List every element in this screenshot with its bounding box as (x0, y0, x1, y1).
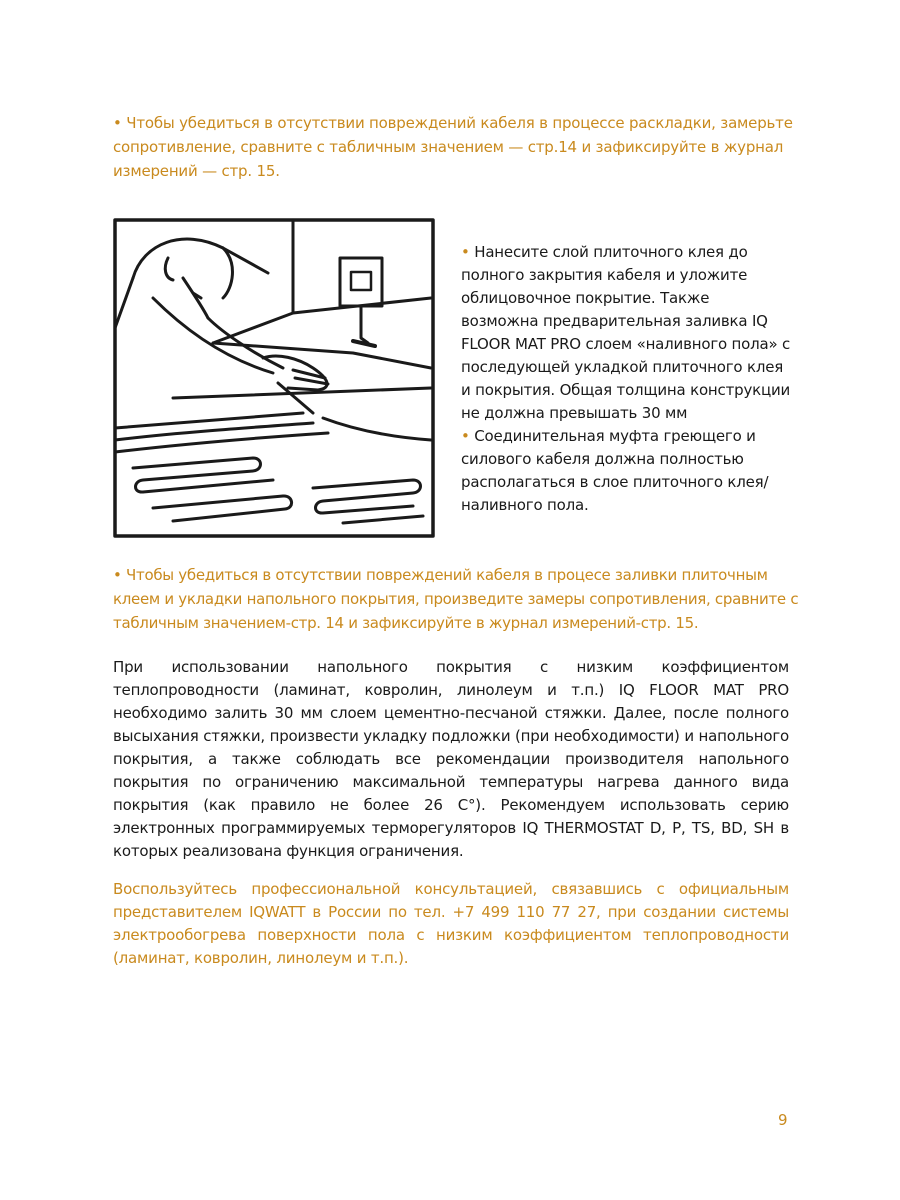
note-top (113, 111, 793, 183)
bullet: • (113, 566, 122, 584)
bullet: • (113, 114, 122, 132)
note-middle-text: Чтобы убедиться в отсутствии повреждений кабеля в процесе заливки плиточным клеем и укладки напольного покрытия, произведите замеры сопротивления, сравните с табличным значением-стр. 14 и зафиксируйте в журнал измерений-стр. 15. (113, 566, 799, 632)
contact-paragraph: Воспользуйтесь профессиональной консультацией, связавшись с официальным представителем IQWATT в России по тел. +7 499 110 77 27, при создании системы электрообогрева поверхности пола с низким коэффициентом теплопроводности (ламинат, ковролин, линолеум и т.п.). (113, 880, 789, 967)
bullet: • (461, 427, 470, 445)
side-note-1 (461, 241, 791, 425)
installation-illustration (113, 218, 435, 538)
note-middle (113, 563, 803, 635)
side-note-2 (461, 425, 791, 517)
side-notes (461, 241, 791, 517)
body-paragraph: При использовании напольного покрытия с низким коэффициентом теплопроводности (ламинат, ковролин, линолеум и т.п.) IQ FLOOR MAT PRO необходимо залить 30 мм слоем цементно-песчаной стяжки. Далее, после полного высыхания стяжки, произвести укладку подложки (при необходимости) и напольного покрытия, а также соблюдать все рекомендации производителя напольного покрытия по ограничению максимальной температуры нагрева данного вида покрытия (как правило не более 26 С°). Рекомендуем использовать серию электронных программируемых терморегуляторов IQ THERMOSTAT D, P, TS, BD, SH в которых реализована функция ограничения. (113, 658, 789, 860)
note-top-text: Чтобы убедиться в отсутствии повреждений кабеля в процессе раскладки, замерьте сопротивление, сравните с табличным значением — стр.14 и зафиксируйте в журнал измерений — стр. 15. (113, 114, 793, 180)
bullet: • (461, 243, 470, 261)
page-number: 9 (778, 1111, 788, 1129)
side-note-2-text: Соединительная муфта греющего и силового кабеля должна полностью располагаться в слое плиточного клея/ наливного пола. (461, 427, 769, 514)
side-note-1-text: Нанесите слой плиточного клея до полного закрытия кабеля и уложите облицовочное покрытие. Также возможна предварительная заливка IQ FLOOR MAT PRO слоем «наливного пола» с последующей укладкой плиточного клея и покрытия. Общая толщина конструкции не должна превышать 30 мм (461, 243, 791, 422)
